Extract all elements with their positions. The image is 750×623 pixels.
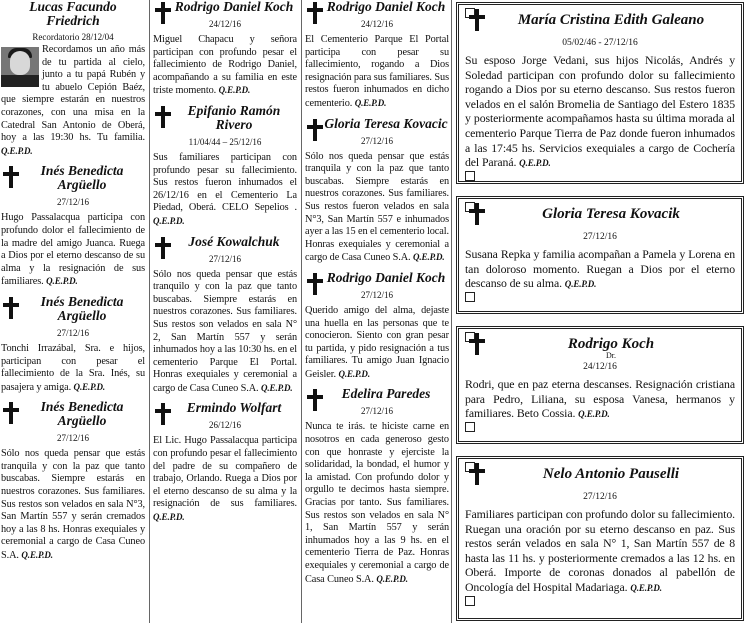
framed-obituary-notice	[456, 456, 744, 621]
notice-body: El Lic. Hugo Passalacqua participa con profundo pesar el fallecimiento del padre de su compañero de trabajo, Orlando. Ruega a Dios por el eterno descanso de su alma y la resignación de sus familiares. Q.E.P.D.	[153, 435, 297, 523]
deceased-title: Dr.	[606, 351, 616, 360]
notice-body: Familiares participan con profundo dolor su fallecimiento. Ruegan una oración por su eterno descanso en paz. Sus restos serán velados en sala N° 1, San Martín 557 de 8 hasta las 11 hs. y posteriormente cremados a las 12 hs. en Oberá. Importe de coronas donados al pabellón de Oncología del Hospital Madariaga. Q.E.P.D.	[465, 507, 735, 594]
deceased-name: Lucas Facundo Friedrich	[29, 0, 117, 28]
deceased-name: Gloria Teresa Kovacic	[324, 115, 448, 131]
cross-icon	[469, 203, 485, 225]
notice-date: Recordatorio 28/12/04	[32, 32, 114, 42]
notice-date: 27/12/16	[360, 135, 393, 146]
notice-date: 26/12/16	[208, 420, 241, 431]
deceased-name: José Kowalchuk	[188, 233, 280, 249]
notice-body: Su esposo Jorge Vedani, sus hijos Nicolás, Andrés y Soledad participan con profundo dolor su fallecimiento rogando a Dios por su eterno descanso. Sus restos fueron velados en el salón Bromelia de Santiago del Estero 1835 y posteriormente acompañamos hasta su última morada al cementerio Parque Tierra de Paz donde fueron inhumados a las 17:45 hs. Servicios exequiales a cargo de Cochería del Paraná. Q.E.P.D.	[465, 53, 735, 170]
notice-date: 05/02/46 - 27/12/16	[562, 38, 638, 48]
deceased-name: Rodrigo Koch	[567, 336, 655, 352]
notice-body: Nunca te irás. te hiciste carne en nosotros en cada generoso gesto con que honraste y ejerciste la solidaridad, la bondad, el humor y la amistad. Con profundo dolor y orgullo te decimos hasta siempre. Gracias por tanto. Sus familiares. Sus restos son velados en sala N° 1, San Martín 557 y serán inhumados hoy a las 9 hs. en el cementerio Tierra de Paz. Honras exequiales y ceremonial a cargo de Casa Cuneo S.A. Q.E.P.D.	[305, 421, 449, 585]
notice-body: Recordamos un año más de tu partida al cielo, junto a tu papá Rubén y tu abuelo Cepión Baéz, que siempre estarán en nuestros corazones, con una misa en la Catedral San Antonio de Oberá, hoy a las 19:30 hs. Tu familia. Q.E.P.D.	[1, 44, 145, 156]
notice-body: Sólo nos queda pensar que estás tranquila y con la paz que tanto buscabas. Siempre estarás en nuestros corazones. Sus familiares. Sus restos fueron velados en sala N°3, San Martín 557 e inhumados ayer a las 15 en el cementerio local. Honras exequiales y ceremonial a cargo de Casa Cuneo S.A. Q.E.P.D.	[305, 150, 449, 264]
notice-date: 27/12/16	[583, 232, 617, 242]
notice-body: Miguel Chapacu y señora participan con profundo pesar el fallecimiento de Rodrigo Daniel, acompañando a su familia en este triste momento. Q.E.P.D.	[153, 34, 297, 97]
cross-icon	[307, 389, 323, 411]
obituary-notice	[1, 0, 145, 158]
cross-icon	[155, 2, 171, 24]
deceased-photo	[1, 47, 39, 87]
notice-date: 24/12/16	[583, 362, 617, 372]
notice-date: 11/04/44 – 25/12/16	[188, 136, 262, 147]
cross-icon	[3, 402, 19, 424]
column-divider	[301, 0, 302, 623]
obituary-notice	[153, 401, 297, 524]
notice-body: El Cementerio Parque El Portal participa con pesar su fallecimiento, rogando a Dios resignación para sus familiares. Sus restos fueron inhumados en dicho cementerio. Q.E.P.D.	[305, 34, 449, 109]
cross-icon	[469, 9, 485, 31]
cross-icon	[469, 333, 485, 355]
framed-obituary-notice	[456, 326, 744, 444]
obituary-notice	[305, 387, 449, 586]
notice-date: 27/12/16	[208, 253, 241, 264]
notice-body: Tonchi Irrazábal, Sra. e hijos, participan con pesar el fallecimiento de la Sra. Inés, su pasajera y amiga. Q.E.P.D.	[1, 342, 145, 393]
cross-icon	[307, 2, 323, 24]
cross-icon	[307, 119, 323, 141]
deceased-name: Inés Benedicta Argüello	[40, 163, 124, 193]
deceased-name: Rodrigo Daniel Koch	[174, 0, 294, 14]
cross-icon	[469, 463, 485, 485]
notice-date: 27/12/16	[360, 406, 393, 417]
framed-obituary-notice	[456, 2, 744, 184]
obituary-notice	[153, 0, 297, 98]
notice-body: Sólo nos queda pensar que estás tranquilo y con la paz que tanto buscabas. Siempre estarás en nuestros corazones. Sus familiares. Sus restos son velados en sala N° 2, San Martín 557 y serán inhumados hoy a las 10:30 hs. en el cementerio Parque El Portal. Honras exequiales y ceremonial a cargo de Casa Cuneo S.A. Q.E.P.D.	[153, 268, 297, 394]
cross-icon	[3, 166, 19, 188]
notice-date: 24/12/16	[360, 19, 393, 29]
notice-date: 24/12/16	[208, 19, 241, 29]
deceased-name: Nelo Antonio Pauselli	[542, 466, 680, 482]
obituary-notice	[305, 271, 449, 382]
obituary-notice	[153, 235, 297, 396]
obituary-notice	[1, 164, 145, 289]
deceased-name: Inés Benedicta Argüello	[40, 293, 124, 323]
notice-date: 27/12/16	[583, 492, 617, 502]
obituary-column-3	[304, 0, 450, 623]
deceased-name: Gloria Teresa Kovacik	[542, 206, 680, 222]
cross-icon	[3, 297, 19, 319]
obituary-column-2	[152, 0, 298, 623]
notice-body: Rodri, que en paz eterna descanses. Resignación cristiana para Pedro, Liliana, su esposa Vanesa, hermanos y familiares. Beto Cossia. Q.E.P.D.	[465, 377, 735, 421]
cross-icon	[307, 273, 323, 295]
notice-date: 27/12/16	[56, 327, 89, 338]
obituary-notice	[1, 400, 145, 562]
notice-body: Susana Repka y familia acompañan a Pamela y Lorena en tan doloroso momento. Ruegan a Dios por el eterno descanso de su alma. Q.E.P.D.	[465, 247, 735, 291]
deceased-name: María Cristina Edith Galeano	[517, 12, 705, 28]
deceased-name: Ermindo Wolfart	[186, 400, 282, 416]
obituary-notice	[305, 0, 449, 111]
deceased-name: Rodrigo Daniel Koch	[326, 269, 446, 285]
deceased-name: Edelira Paredes	[341, 386, 431, 402]
cross-icon	[155, 106, 171, 128]
deceased-name: Inés Benedicta Argüello	[40, 399, 124, 429]
notice-body: Hugo Passalacqua participa con profundo dolor el fallecimiento de la madre del amigo Juanca. Ruega a Dios por el eterno descanso de su alma y la resignación de sus familiares. Q.E.P.D.	[1, 212, 145, 288]
notice-body: Querido amigo del alma, dejaste una huella en las personas que te conocieron. Siento con gran pesar tu partida, y pido resignación a tus familiares. Tu amigo Juan Ignacio Geisler. Q.E.P.D.	[305, 304, 449, 380]
deceased-name: Epifanio Ramón Rivero	[187, 102, 281, 132]
notice-date: 27/12/16	[360, 289, 393, 300]
obituary-column-4	[452, 0, 750, 623]
obituary-notice	[153, 104, 297, 229]
obituary-column-1	[0, 0, 147, 623]
notice-body: Sus familiares participan con profundo pesar su fallecimiento. Sus restos fueron inhumados el 26/12/16 en el Cementerio La Piedad, Oberá. CELO Sepelios . Q.E.P.D.	[153, 151, 297, 226]
notice-date: 27/12/16	[56, 433, 89, 444]
deceased-name: Rodrigo Daniel Koch	[326, 0, 446, 14]
cross-icon	[155, 403, 171, 425]
notice-date: 27/12/16	[56, 197, 89, 208]
framed-obituary-notice	[456, 196, 744, 314]
notice-body: Sólo nos queda pensar que estás tranquila y con la paz que tanto buscabas. Siempre estarás en nuestros corazones. Sus familiares. Sus restos son velados en sala N°3, San Martín 557 y serán cremados hoy a las 8 hs. Honras exequiales y ceremonial a cargo de Casa Cuneo S.A. Q.E.P.D.	[1, 448, 145, 562]
obituary-notice	[1, 295, 145, 394]
cross-icon	[155, 237, 171, 259]
column-divider	[149, 0, 150, 623]
obituary-notice	[305, 117, 449, 265]
